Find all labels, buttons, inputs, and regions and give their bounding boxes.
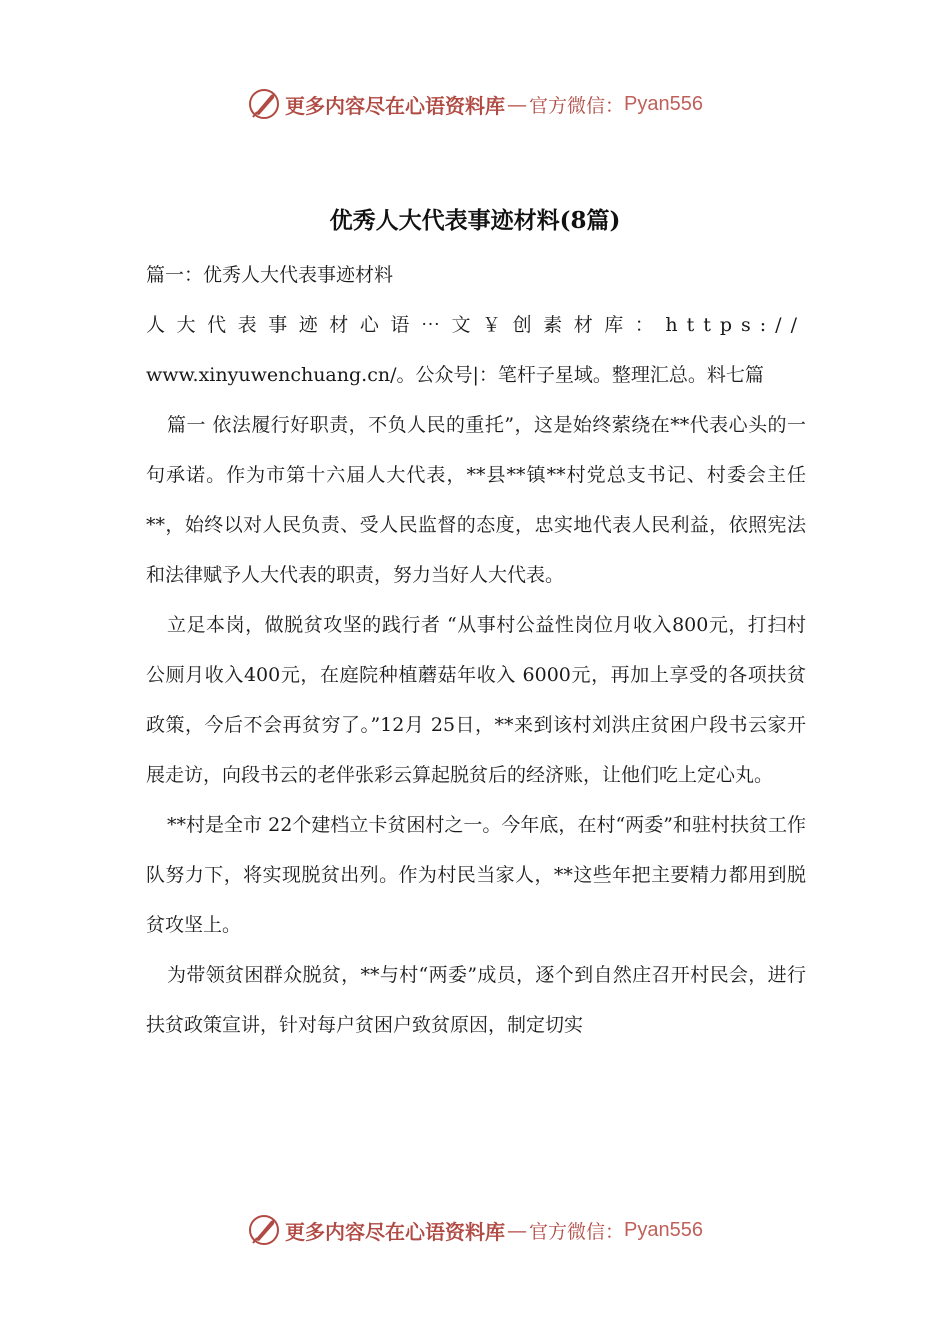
banner-wechat-id: Pyan556 [624,1218,703,1241]
section-heading: 篇一：优秀人大代表事迹材料 [146,264,394,286]
banner-official-text: 官方微信： [529,1220,625,1243]
banner-separator: — [507,92,527,116]
paragraph: 为带领贫困群众脱贫，**与村“两委”成员，逐个到自然庄召开村民会，进行扶贫政策宣讲，针对每户贫困户致贫原因，制定切实 [146,964,806,1036]
banner-brand-text: 更多内容尽在心语资料库 [285,93,505,118]
paragraph: 篇一 依法履行好职责，不负人民的重托”，这是始终萦绕在**代表心头的一句承诺。作为市第十六届人大代表，**县**镇**村党总支书记、村委会主任**，始终以对人民负责、受人民监督的态度，忠实地代表人民利益，依照宪法和法律赋予人大代表的职责，努力当好人大代表。 [146,414,806,586]
footer-banner [0,1210,950,1250]
banner-separator: — [507,1218,527,1242]
quill-pen-icon [247,87,281,121]
source-line-continued: www.xinyuwenchuang.cn/。公众号|：笔杆子星域。整理汇总。料七篇 [146,364,764,386]
paragraph: **村是全市 22个建档立卡贫困村之一。今年底，在村“两委”和驻村扶贫工作队努力下，将实现脱贫出列。作为村民当家人，**这些年把主要精力都用到脱贫攻坚上。 [146,814,806,936]
quill-pen-icon [247,1213,281,1247]
document-body [146,250,806,1050]
source-line: 人大代表事迹材心语⋯文￥创素材库：https:// [146,314,806,336]
banner-brand-text: 更多内容尽在心语资料库 [285,1219,505,1244]
header-banner [0,84,950,124]
banner-official-text: 官方微信： [529,94,625,117]
document-title: 优秀人大代表事迹材料(8篇) [329,207,621,234]
banner-wechat-id: Pyan556 [624,92,703,115]
paragraph: 立足本岗，做脱贫攻坚的践行者 “从事村公益性岗位月收入800元，打扫村公厕月收入400元，在庭院种植蘑菇年收入 6000元，再加上享受的各项扶贫政策，今后不会再贫穷了。”12月 25日，**来到该村刘洪庄贫困户段书云家开展走访，向段书云的老伴张彩云算起脱贫后的经济账，让他们吃上定心丸。 [146,614,806,786]
